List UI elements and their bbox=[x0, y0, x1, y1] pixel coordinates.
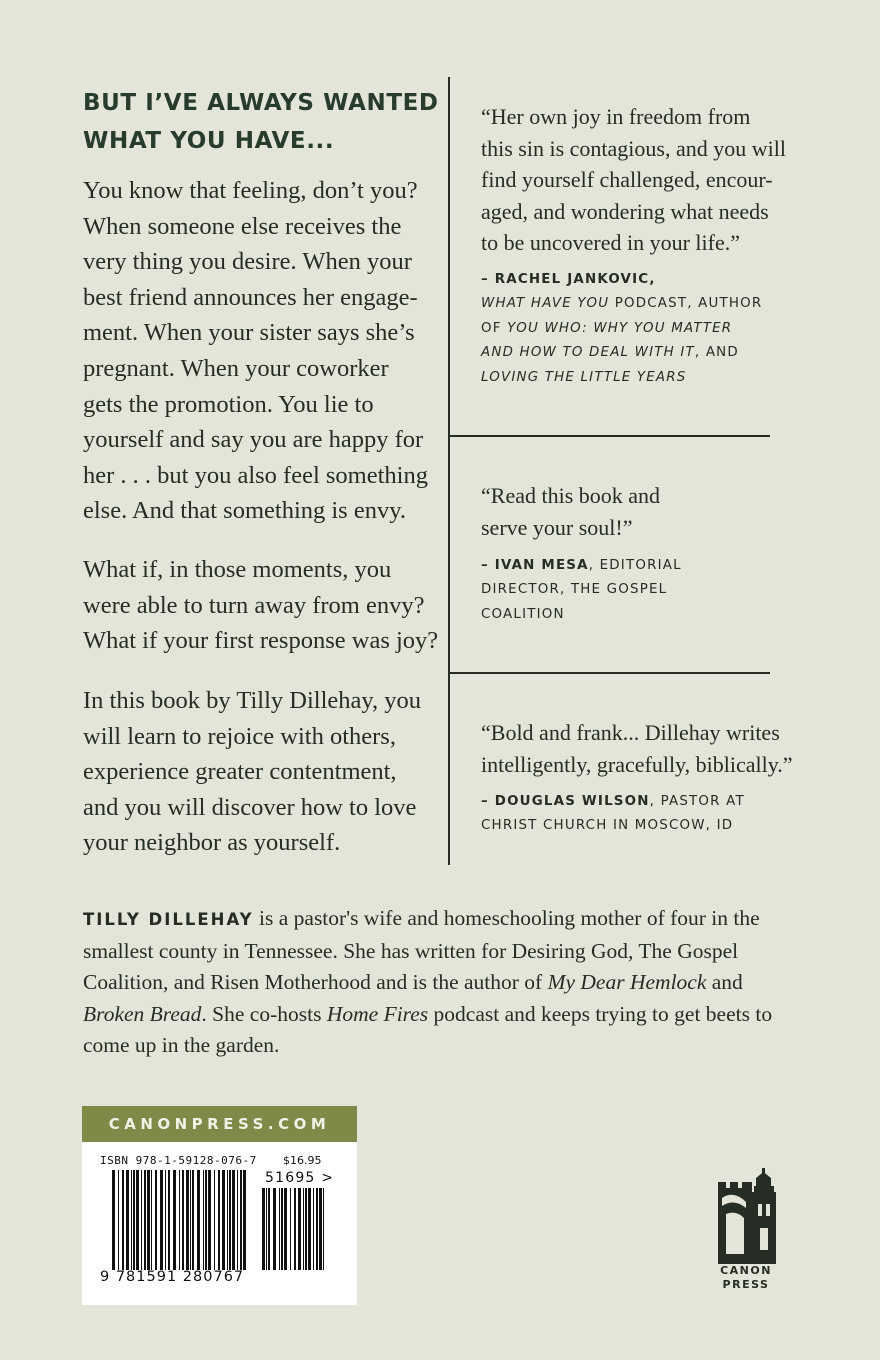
horizontal-divider bbox=[449, 672, 770, 674]
barcode-bar bbox=[112, 1170, 115, 1270]
book-title: YOU WHO: WHY YOU MATTER bbox=[507, 320, 733, 336]
barcode-bar bbox=[279, 1188, 280, 1270]
quote-line: “Bold and frank... Dillehay writes bbox=[481, 720, 780, 745]
text-line: very thing you desire. When your bbox=[83, 248, 412, 276]
endorsement-quote-wilson bbox=[481, 717, 793, 780]
barcode-bar bbox=[229, 1170, 231, 1270]
barcode-bar bbox=[298, 1188, 301, 1270]
barcode-bar bbox=[182, 1170, 184, 1270]
price-code bbox=[265, 1170, 334, 1186]
barcode-bar bbox=[192, 1170, 194, 1270]
barcode-bar bbox=[173, 1170, 176, 1270]
quote-line: “Read this book and bbox=[481, 483, 661, 508]
price-text: $16.95 bbox=[283, 1154, 322, 1167]
endorser-name: – DOUGLAS WILSON bbox=[481, 794, 650, 809]
barcode-bar bbox=[305, 1188, 307, 1270]
barcode-bar bbox=[147, 1170, 150, 1270]
barcode-bar bbox=[262, 1188, 265, 1270]
text-line: your neighbor as yourself. bbox=[83, 829, 341, 857]
barcode-bar bbox=[240, 1170, 242, 1270]
barcode-bar bbox=[179, 1170, 180, 1270]
attribution-text: , AND bbox=[694, 345, 739, 361]
text-line: pregnant. When your coworker bbox=[83, 354, 389, 382]
endorsement-attribution-wilson bbox=[481, 790, 745, 839]
text-line: yourself and say you are happy for bbox=[83, 426, 424, 454]
bio-text: smallest county in Tennessee. She has written for Desiring God, The Gospel bbox=[83, 938, 739, 963]
barcode-bar bbox=[203, 1170, 204, 1270]
barcode-bar bbox=[227, 1170, 228, 1270]
horizontal-divider bbox=[449, 435, 770, 437]
barcode-bar bbox=[268, 1188, 270, 1270]
quote-line: “Her own joy in freedom from bbox=[481, 104, 751, 129]
isbn-text: ISBN 978-1-59128-076-7 bbox=[100, 1154, 257, 1167]
text-line: experience greater contentment, bbox=[83, 758, 397, 786]
barcode-bar bbox=[160, 1170, 163, 1270]
barcode-number: 9 781591 280767 bbox=[100, 1269, 245, 1285]
barcode-bar bbox=[151, 1170, 152, 1270]
barcode-bar bbox=[222, 1170, 225, 1270]
attribution-text: , PASTOR AT bbox=[649, 794, 745, 809]
barcode-bar bbox=[141, 1170, 142, 1270]
book-title: AND HOW TO DEAL WITH IT bbox=[481, 345, 695, 361]
attribution-text: PODCAST, AUTHOR bbox=[609, 296, 763, 312]
endorsement-attribution-jankovic bbox=[481, 268, 762, 390]
endorsement-quote-mesa bbox=[481, 480, 660, 543]
quote-line: this sin is contagious, and you will bbox=[481, 135, 786, 161]
barcode-bar bbox=[118, 1170, 119, 1270]
text-line: You know that feeling, don’t you? bbox=[83, 177, 418, 204]
barcode-bar bbox=[155, 1170, 157, 1270]
price-code-arrow: > bbox=[321, 1170, 335, 1186]
barcode-bar bbox=[122, 1170, 124, 1270]
barcode-bar bbox=[237, 1170, 238, 1270]
question-paragraph bbox=[83, 552, 438, 659]
bio-text: and bbox=[706, 970, 743, 995]
attribution-text: COALITION bbox=[481, 606, 565, 622]
endorsement-attribution-mesa bbox=[481, 554, 682, 627]
bio-text: . She co-hosts bbox=[201, 1001, 327, 1026]
author-bio bbox=[83, 903, 803, 1062]
barcode-bar bbox=[133, 1170, 135, 1270]
barcode-bar bbox=[281, 1188, 283, 1270]
barcode-bar bbox=[214, 1170, 215, 1270]
podcast-title: WHAT HAVE YOU bbox=[481, 296, 610, 312]
endorser-name: – IVAN MESA bbox=[481, 558, 589, 573]
intro-paragraph bbox=[83, 173, 428, 529]
quote-line: to be uncovered in your life.” bbox=[481, 230, 741, 255]
barcode-bar bbox=[313, 1188, 314, 1270]
barcode-bar bbox=[316, 1188, 318, 1270]
text-line: What if your first response was joy? bbox=[83, 627, 439, 655]
barcode-bar bbox=[232, 1170, 235, 1270]
barcode-bar bbox=[208, 1170, 211, 1270]
attribution-text: CHRIST CHURCH IN MOSCOW, ID bbox=[481, 818, 734, 834]
heading-line: BUT I’VE ALWAYS WANTED bbox=[83, 90, 439, 116]
attribution-text: DIRECTOR, THE GOSPEL bbox=[481, 582, 668, 598]
attribution-text: , EDITORIAL bbox=[588, 558, 682, 573]
back-cover-heading bbox=[83, 84, 443, 160]
quote-line: find yourself challenged, encour- bbox=[481, 167, 773, 192]
heading-line: WHAT YOU HAVE... bbox=[83, 128, 335, 154]
barcode-bar bbox=[205, 1170, 207, 1270]
endorsement-quote-jankovic bbox=[481, 101, 786, 259]
quote-line: serve your soul!” bbox=[481, 514, 633, 540]
barcode-bar bbox=[131, 1170, 132, 1270]
author-name: TILLY DILLEHAY bbox=[83, 910, 254, 929]
quote-line: intelligently, gracefully, biblically.” bbox=[481, 751, 793, 777]
text-line: were able to turn away from envy? bbox=[83, 591, 425, 619]
website-banner: CANONPRESS.COM bbox=[82, 1106, 357, 1142]
book-title: My Dear Hemlock bbox=[547, 970, 707, 995]
text-line: her . . . but you also feel something bbox=[83, 461, 428, 489]
text-line: best friend announces her engage- bbox=[83, 283, 418, 311]
text-line: When someone else receives the bbox=[83, 212, 402, 240]
barcode-bar bbox=[218, 1170, 220, 1270]
bio-text: Coalition, and Risen Motherhood and is the author of bbox=[83, 970, 548, 995]
text-line: ment. When your sister says she’s bbox=[83, 319, 415, 347]
barcode-bar bbox=[197, 1170, 200, 1270]
quote-line: aged, and wondering what needs bbox=[481, 198, 769, 224]
text-line: gets the promotion. You lie to bbox=[83, 390, 374, 418]
barcode-bar bbox=[294, 1188, 296, 1270]
attribution-text: OF bbox=[481, 320, 508, 336]
text-line: and you will discover how to love bbox=[83, 793, 417, 821]
bio-text: come up in the garden. bbox=[83, 1033, 280, 1058]
barcode-bar bbox=[284, 1188, 287, 1270]
barcode-bar bbox=[319, 1188, 322, 1270]
barcode-bar bbox=[165, 1170, 166, 1270]
barcode-bar bbox=[186, 1170, 189, 1270]
price-code-digits: 51695 bbox=[265, 1170, 316, 1186]
barcode-bar bbox=[308, 1188, 311, 1270]
barcode-bar bbox=[136, 1170, 139, 1270]
logo-text-press: PRESS bbox=[722, 1278, 770, 1291]
book-title: Broken Bread bbox=[83, 1001, 202, 1026]
barcode-bar bbox=[168, 1170, 170, 1270]
barcode-box bbox=[82, 1142, 357, 1305]
barcode-bar bbox=[144, 1170, 146, 1270]
text-line: What if, in those moments, you bbox=[83, 556, 392, 583]
summary-paragraph bbox=[83, 683, 421, 861]
barcode-bar bbox=[243, 1170, 246, 1270]
barcode-bar bbox=[290, 1188, 291, 1270]
podcast-title: Home Fires bbox=[326, 1001, 429, 1026]
endorser-name: – RACHEL JANKOVIC, bbox=[481, 272, 656, 287]
barcode-bar bbox=[323, 1188, 324, 1270]
barcode-bar bbox=[266, 1188, 267, 1270]
barcode-bar bbox=[190, 1170, 191, 1270]
bio-text: is a pastor's wife and homeschooling mother of four in the bbox=[253, 906, 760, 930]
text-line: In this book by Tilly Dillehay, you bbox=[83, 687, 422, 714]
text-line: will learn to rejoice with others, bbox=[83, 722, 396, 750]
text-line: else. And that something is envy. bbox=[83, 497, 406, 525]
logo-text-canon: CANON bbox=[720, 1264, 772, 1277]
barcode-bar bbox=[273, 1188, 276, 1270]
vertical-divider bbox=[448, 77, 450, 865]
book-title: LOVING THE LITTLE YEARS bbox=[481, 369, 687, 385]
barcode-bar bbox=[303, 1188, 304, 1270]
bio-text: podcast and keeps trying to get beets to bbox=[428, 1001, 773, 1026]
barcode-bar bbox=[126, 1170, 129, 1270]
